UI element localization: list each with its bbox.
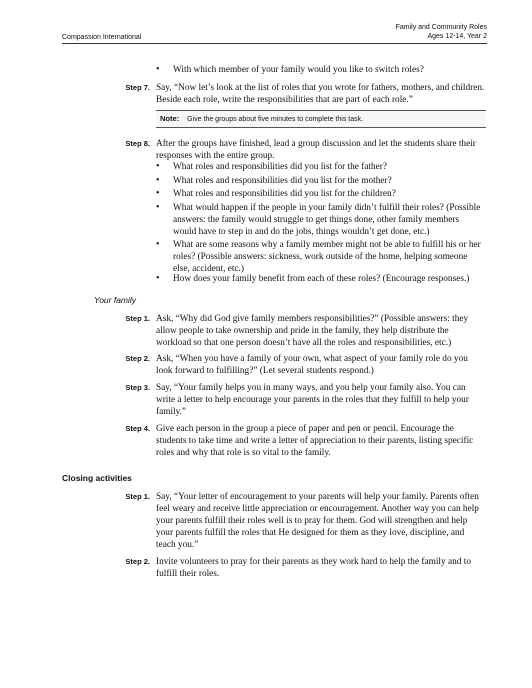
bullet-marker: • bbox=[156, 202, 160, 213]
header-org: Compassion International bbox=[62, 34, 142, 41]
step-8-bullet: What roles and responsibilities did you list for the father? bbox=[173, 162, 388, 172]
header-title-block bbox=[396, 23, 487, 41]
step-7-text: Say, “Now let’s look at the list of roles that you wrote for fathers, mothers, and children. Beside each role, write the responsibilities that are part of each role.” bbox=[156, 83, 485, 105]
closing-step-1-label: Step 1. bbox=[125, 492, 150, 501]
bullet-marker: • bbox=[156, 161, 160, 172]
step-8-bullet: What would happen if the people in your family didn’t fulfill their roles? (Possible answers: the family would struggle to get things done, other family members would have to step in and do the jobs, things wouldn’t get done, etc.) bbox=[173, 203, 481, 237]
your-family-step-4-label: Step 4. bbox=[125, 424, 150, 433]
step-8-label: Step 8. bbox=[125, 139, 150, 148]
step-8-bullet: What are some reasons why a family member might not be able to fulfill his or her roles? (Possible answers: sickness, work outside of the home, helping someone else, accident, etc.) bbox=[173, 240, 481, 274]
step-8-bullet: How does your family benefit from each of these roles? (Encourage responses.) bbox=[173, 274, 470, 284]
closing-step-2-label: Step 2. bbox=[125, 557, 150, 566]
note-label: Note: bbox=[160, 114, 180, 123]
your-family-step-3-label: Step 3. bbox=[125, 383, 150, 392]
top-bullet: With which member of your family would you like to switch roles? bbox=[173, 65, 424, 75]
your-family-step-2-label: Step 2. bbox=[125, 354, 150, 363]
closing-heading: Closing activities bbox=[62, 473, 132, 483]
step-8-text: After the groups have finished, lead a group discussion and let the students share their responses with the entire group. bbox=[156, 139, 476, 161]
closing-step-2-text: Invite volunteers to pray for their parents as they work hard to help the family and to fulfill their roles. bbox=[156, 557, 471, 579]
step-8-bullet: What roles and responsibilities did you list for the mother? bbox=[173, 176, 392, 186]
bullet-marker: • bbox=[156, 239, 160, 250]
closing-step-1-text: Say, “Your letter of encouragement to your parents will help your family. Parents often feel weary and receive little appreciation or encouragement. Another way you can help your parents fulfill their roles well is to pray for them. God will strengthen and help your parents fulfill the roles that He designed for them as they love, discipline, and teach you.” bbox=[156, 492, 479, 550]
header-subtitle: Ages 12-14, Year 2 bbox=[427, 33, 487, 40]
note-text: Give the groups about five minutes to complete this task. bbox=[187, 116, 364, 123]
page-header bbox=[62, 23, 487, 44]
header-title: Family and Community Roles bbox=[395, 24, 487, 31]
your-family-step-4-text: Give each person in the group a piece of paper and pen or pencil. Encourage the students to take time and write a letter of appreciation to their parents, listing specific roles and why that role is so vital to the family. bbox=[156, 424, 474, 458]
your-family-step-2-text: Ask, “When you have a family of your own, what aspect of your family role do you look forward to fulfilling?” (Let several students respond.) bbox=[156, 354, 468, 376]
note-box bbox=[156, 110, 486, 128]
your-family-heading: Your family bbox=[94, 295, 137, 305]
bullet-marker: • bbox=[156, 273, 160, 284]
your-family-step-3-text: Say, “Your family helps you in many ways, and you help your family also. You can write a letter to help encourage your parents in the roles that they fulfill to help your family.” bbox=[156, 383, 469, 417]
your-family-step-1-text: Ask, “Why did God give family members responsibilities?” (Possible answers: they allow people to take ownership and pride in the family, they help distribute the workload so that one person doesn’t have all the roles and responsibilities, etc.) bbox=[156, 314, 469, 348]
bullet-marker: • bbox=[156, 175, 160, 186]
your-family-step-1-label: Step 1. bbox=[125, 314, 150, 323]
step-7-label: Step 7. bbox=[125, 83, 150, 92]
bullet-marker: • bbox=[156, 188, 160, 199]
bullet-marker: • bbox=[156, 64, 160, 75]
step-8-bullet: What roles and responsibilities did you list for the children? bbox=[173, 189, 396, 199]
